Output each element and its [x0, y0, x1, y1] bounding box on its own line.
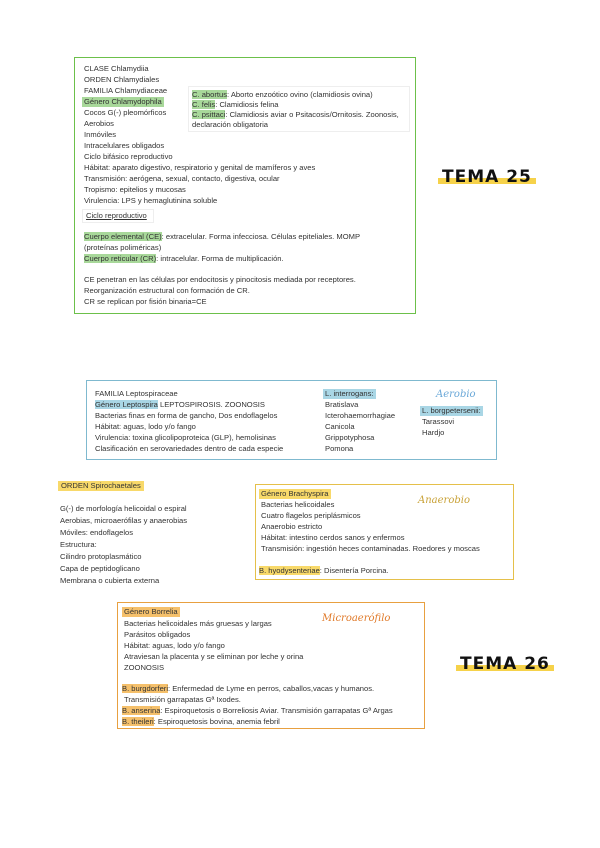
- spiro-line: Cilindro protoplasmático: [60, 552, 142, 561]
- spiro-order: ORDEN Spirochaetales: [58, 481, 144, 491]
- brachy-line: Cuatro flagelos periplásmicos: [261, 511, 361, 520]
- lepto-genus: Género Leptospira: [95, 400, 158, 409]
- tema-25-heading: TEMA 25: [438, 167, 536, 187]
- spiro-line: Móviles: endoflagelos: [60, 528, 134, 537]
- spiro-line: Membrana o cubierta externa: [60, 576, 160, 585]
- ce-desc: : extracelular. Forma infecciosa. Células epiteliales. MOMP: [161, 232, 361, 241]
- tema-26-heading: TEMA 26: [456, 654, 554, 674]
- chlamydia-line: Intracelulares obligados: [84, 141, 165, 150]
- borrelia-line: ZOONOSIS: [124, 663, 165, 672]
- brachy-genus: Género Brachyspira: [261, 489, 329, 498]
- brachy-line: Bacterias helicoidales: [261, 500, 335, 509]
- borrelia-line: Atraviesan la placenta y se eliminan por leche y orina: [124, 652, 304, 661]
- species-name: C. psittaci: [192, 110, 226, 119]
- cr-desc: : intracelular. Forma de multiplicación.: [156, 254, 284, 263]
- interrogans-serovar: Pomona: [325, 444, 354, 453]
- borrelia-species-row: [122, 706, 393, 716]
- interrogans-serovar: Bratislava: [325, 400, 359, 409]
- chlamydia-line: FAMILIA Chlamydiaceae: [84, 86, 168, 95]
- aerobio-annotation: Aerobio: [436, 389, 476, 400]
- borrelia-species-desc: Transmisión garrapatas Gª Ixodes.: [124, 695, 241, 704]
- chlamydia-line: Aerobios: [84, 119, 114, 128]
- interrogans-serovar: Canicola: [325, 422, 355, 431]
- interrogans-title: L. interrogans:: [325, 389, 374, 398]
- borrelia-species-desc: : Enfermedad de Lyme en perros, caballos,vacas y humanos.: [168, 684, 375, 693]
- borrelia-species-name: B. theileri: [122, 717, 154, 726]
- borrelia-species-desc: : Espiroquetosis bovina, anemia febril: [153, 717, 280, 726]
- microaerofilo-annotation: Microaerófilo: [322, 613, 391, 624]
- ce-extra: (proteínas poliméricas): [84, 243, 162, 252]
- chlamydia-line: Virulencia: LPS y hemaglutinina soluble: [84, 196, 218, 205]
- lepto-line: Virulencia: toxina glicolipoproteica (GLP), hemolisinas: [95, 433, 276, 442]
- interrogans-serovar: Grippotyphosa: [325, 433, 375, 442]
- chlamydia-line: CLASE Chlamydiia: [84, 64, 149, 73]
- ciclo-step: CR se replican por fisión binaria=CE: [84, 297, 207, 306]
- species-row: [192, 110, 399, 120]
- species-extra: declaración obligatoria: [192, 120, 268, 129]
- lepto-line: Bacterias finas en forma de gancho, Dos endoflagelos: [95, 411, 278, 420]
- brachy-species-row: [259, 566, 389, 576]
- borrelia-species-row: [122, 717, 280, 727]
- lepto-line: Clasificación en serovariedades dentro de cada especie: [95, 444, 284, 453]
- lepto-genus-row: [95, 400, 265, 410]
- borg-title: L. borgpetersenii:: [422, 406, 481, 415]
- borrelia-species-row: [122, 684, 374, 694]
- chlamydia-line: Tropismo: epitelios y mucosas: [84, 185, 186, 194]
- ciclo-step: CE penetran en las células por endocitosis y pinocitosis mediada por receptores.: [84, 275, 356, 284]
- borrelia-line: Bacterias helicoidales más gruesas y largas: [124, 619, 272, 628]
- ce-term: Cuerpo elemental (CE): [84, 232, 162, 241]
- cr-term: Cuerpo reticular (CR): [84, 254, 157, 263]
- species-desc: : Clamidiosis felina: [215, 100, 279, 109]
- borrelia-species-name: B. anserina: [122, 706, 161, 715]
- chlamydia-line: Transmisión: aerógena, sexual, contacto, digestiva, ocular: [84, 174, 280, 183]
- borrelia-species-desc: : Espiroquetosis o Borreliosis Aviar. Transmisión garrapatas Gª Argas: [160, 706, 393, 715]
- brachy-species-name: B. hyodysenteriae: [259, 566, 320, 575]
- brachy-species-desc: : Disentería Porcina.: [319, 566, 389, 575]
- borg-serovar: Tarassovi: [422, 417, 455, 426]
- species-name: C. abortus: [192, 90, 228, 99]
- brachy-line: Hábitat: intestino cerdos sanos y enfermos: [261, 533, 405, 542]
- species-row: [192, 100, 279, 110]
- borrelia-species-row: [124, 695, 241, 705]
- borrelia-genus: Género Borrelia: [124, 607, 178, 616]
- spiro-line: Estructura:: [60, 540, 97, 549]
- lepto-genus-rest: LEPTOSPIROSIS. ZOONOSIS: [157, 400, 265, 409]
- ciclo-title: Ciclo reproductivo: [86, 211, 147, 220]
- spiro-line: Capa de peptidoglicano: [60, 564, 140, 573]
- borrelia-species-name: B. burgdorferi: [122, 684, 169, 693]
- species-row: [192, 90, 373, 100]
- ciclo-step: Reorganización estructural con formación de CR.: [84, 286, 250, 295]
- species-desc: : Clamidiosis aviar o Psitacosis/Ornitosis. Zoonosis,: [225, 110, 399, 119]
- chlamydia-line: Cocos G(-) pleomórficos: [84, 108, 167, 117]
- species-desc: : Aborto enzoótico ovino (clamidiosis ovina): [227, 90, 373, 99]
- brachy-line: Transmisión: ingestión heces contaminadas. Roedores y moscas: [261, 544, 480, 553]
- chlamydia-line: ORDEN Chlamydiales: [84, 75, 160, 84]
- cr-row: [84, 254, 284, 264]
- interrogans-serovar: Icterohaemorrhagiae: [325, 411, 396, 420]
- chlamydia-genus: Género Chlamydophila: [84, 97, 162, 106]
- lepto-line: Hábitat: aguas, lodo y/o fango: [95, 422, 196, 431]
- borrelia-line: Parásitos obligados: [124, 630, 191, 639]
- chlamydia-line: Ciclo bifásico reproductivo: [84, 152, 173, 161]
- lepto-family: FAMILIA Leptospiraceae: [95, 389, 178, 398]
- borg-serovar: Hardjo: [422, 428, 445, 437]
- spiro-line: Aerobias, microaerófilas y anaerobias: [60, 516, 188, 525]
- species-name: C. felis: [192, 100, 216, 109]
- anaerobio-annotation: Anaerobio: [418, 495, 470, 506]
- brachy-line: Anaerobio estricto: [261, 522, 323, 531]
- chlamydia-line: Hábitat: aparato digestivo, respiratorio y genital de mamíferos y aves: [84, 163, 316, 172]
- spiro-line: G(-) de morfología helicoidal o espiral: [60, 504, 187, 513]
- ce-row: [84, 232, 360, 242]
- borrelia-line: Hábitat: aguas, lodo y/o fango: [124, 641, 225, 650]
- chlamydia-line: Inmóviles: [84, 130, 117, 139]
